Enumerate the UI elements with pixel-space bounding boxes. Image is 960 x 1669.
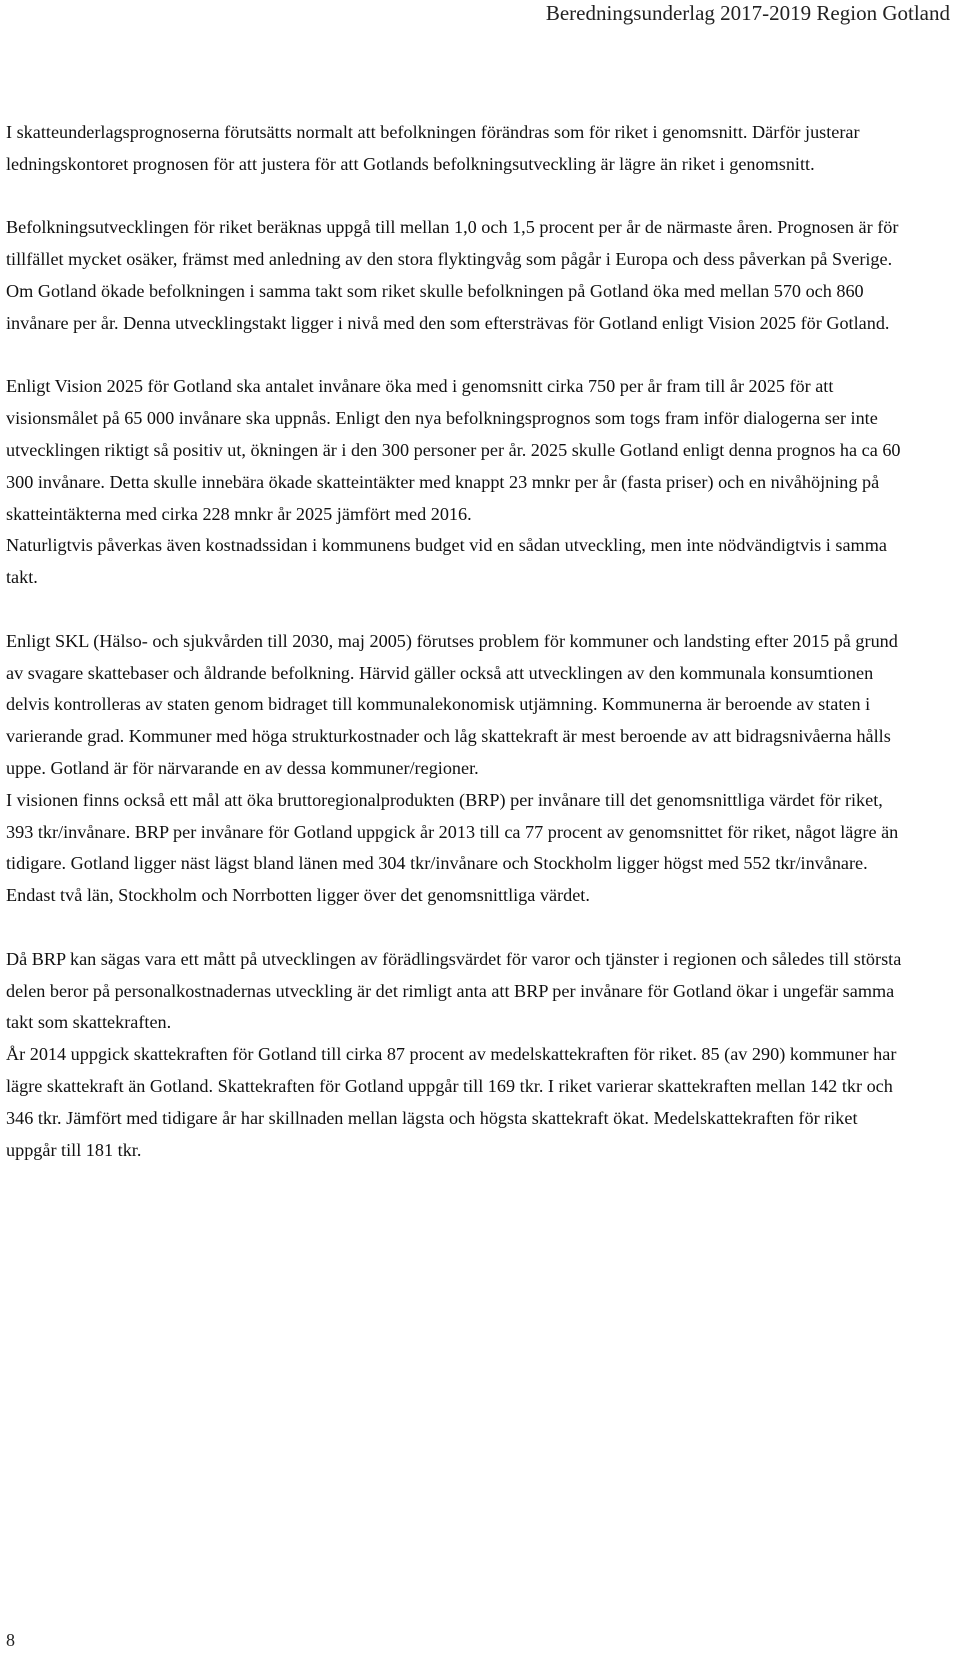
paragraph-gap: [6, 912, 906, 944]
paragraph-8: År 2014 uppgick skattekraften för Gotland till cirka 87 procent av medelskattekraften för riket. 85 (av 290) kommuner har lägre skattekraft än Gotland. Skattekraften för Gotland uppgår till 169 tkr. I riket varierar skattekraften mellan 142 tkr och 346 tkr. Jämfört med tidigare år har skillnaden mellan lägsta och högsta skattekraft ökat. Medelskattekraften för riket uppgår till 181 tkr.: [6, 1044, 897, 1160]
paragraph-5: Enligt SKL (Hälso- och sjukvården till 2030, maj 2005) förutses problem för kommuner och landsting efter 2015 på grund av svagare skattebaser och åldrande befolkning. Härvid gäller också att utvecklingen av den kommunala konsumtionen delvis kontrolleras av staten genom bidraget till kommunalekonomisk utjämning. Kommunerna är beroende av staten i varierande grad. Kommuner med höga strukturkostnader och låg skattekraft är mest beroende av att bidragsnivåerna hålls uppe. Gotland är för närvarande en av dessa kommuner/regioner.: [6, 630, 898, 778]
paragraph-6: I visionen finns också ett mål att öka bruttoregionalprodukten (BRP) per invånare till det genomsnittliga värdet för riket, 393 tkr/invånare. BRP per invånare för Gotland uppgick år 2013 till ca 77 procent av genomsnittet för riket, något lägre än tidigare. Gotland ligger näst lägst bland länen med 304 tkr/invånare och Stockholm ligger högst med 552 tkr/invånare. Endast två län, Stockholm och Norrbotten ligger över det genomsnittliga värdet.: [6, 789, 899, 906]
page-number: 8: [6, 1630, 15, 1650]
paragraph-gap: [6, 181, 906, 213]
document-body: [6, 117, 906, 1166]
paragraph-4: Naturligtvis påverkas även kostnadssidan i kommunens budget vid en sådan utveckling, men inte nödvändigtvis i samma takt.: [6, 535, 887, 588]
paragraph-gap: [6, 340, 906, 372]
paragraph-7: Då BRP kan sägas vara ett mått på utvecklingen av förädlingsvärdet för varor och tjänster i regionen och således till största delen beror på personalkostnadernas utveckling är det rimligt anta att BRP per invånare för Gotland ökar i ungefär samma takt som skattekraften.: [6, 948, 902, 1033]
page-header: Beredningsunderlag 2017-2019 Region Gotland: [545, 1, 950, 25]
paragraph-3: Enligt Vision 2025 för Gotland ska antalet invånare öka med i genomsnitt cirka 750 per år fram till år 2025 för att visionsmålet på 65 000 invånare ska uppnås. Enligt den nya befolkningsprognos som togs fram inför dialogerna ser inte utvecklingen riktigt så positiv ut, ökningen är i den 300 personer per år. 2025 skulle Gotland enligt denna prognos ha ca 60 300 invånare. Detta skulle innebära ökade skatteintäkter med knappt 23 mnkr per år (fasta priser) och en nivåhöjning på skatteintäkterna med cirka 228 mnkr år 2025 jämfört med 2016.: [6, 376, 901, 524]
paragraph-gap: [6, 594, 906, 626]
paragraph-1: I skatteunderlagsprognoserna förutsätts normalt att befolkningen förändras som för riket i genomsnitt. Därför justerar ledningskontoret prognosen för att justera för att Gotlands befolkningsutveckling är lägre än riket i genomsnitt.: [6, 122, 860, 174]
paragraph-2: Befolkningsutvecklingen för riket beräknas uppgå till mellan 1,0 och 1,5 procent per år de närmaste åren. Prognosen är för tillfället mycket osäker, främst med anledning av den stora flyktingvåg som pågår i Europa och dess påverkan på Sverige. Om Gotland ökade befolkningen i samma takt som riket skulle befolkningen på Gotland öka med mellan 570 och 860 invånare per år. Denna utvecklingstakt ligger i nivå med den som eftersträvas för Gotland enligt Vision 2025 för Gotland.: [6, 217, 899, 333]
